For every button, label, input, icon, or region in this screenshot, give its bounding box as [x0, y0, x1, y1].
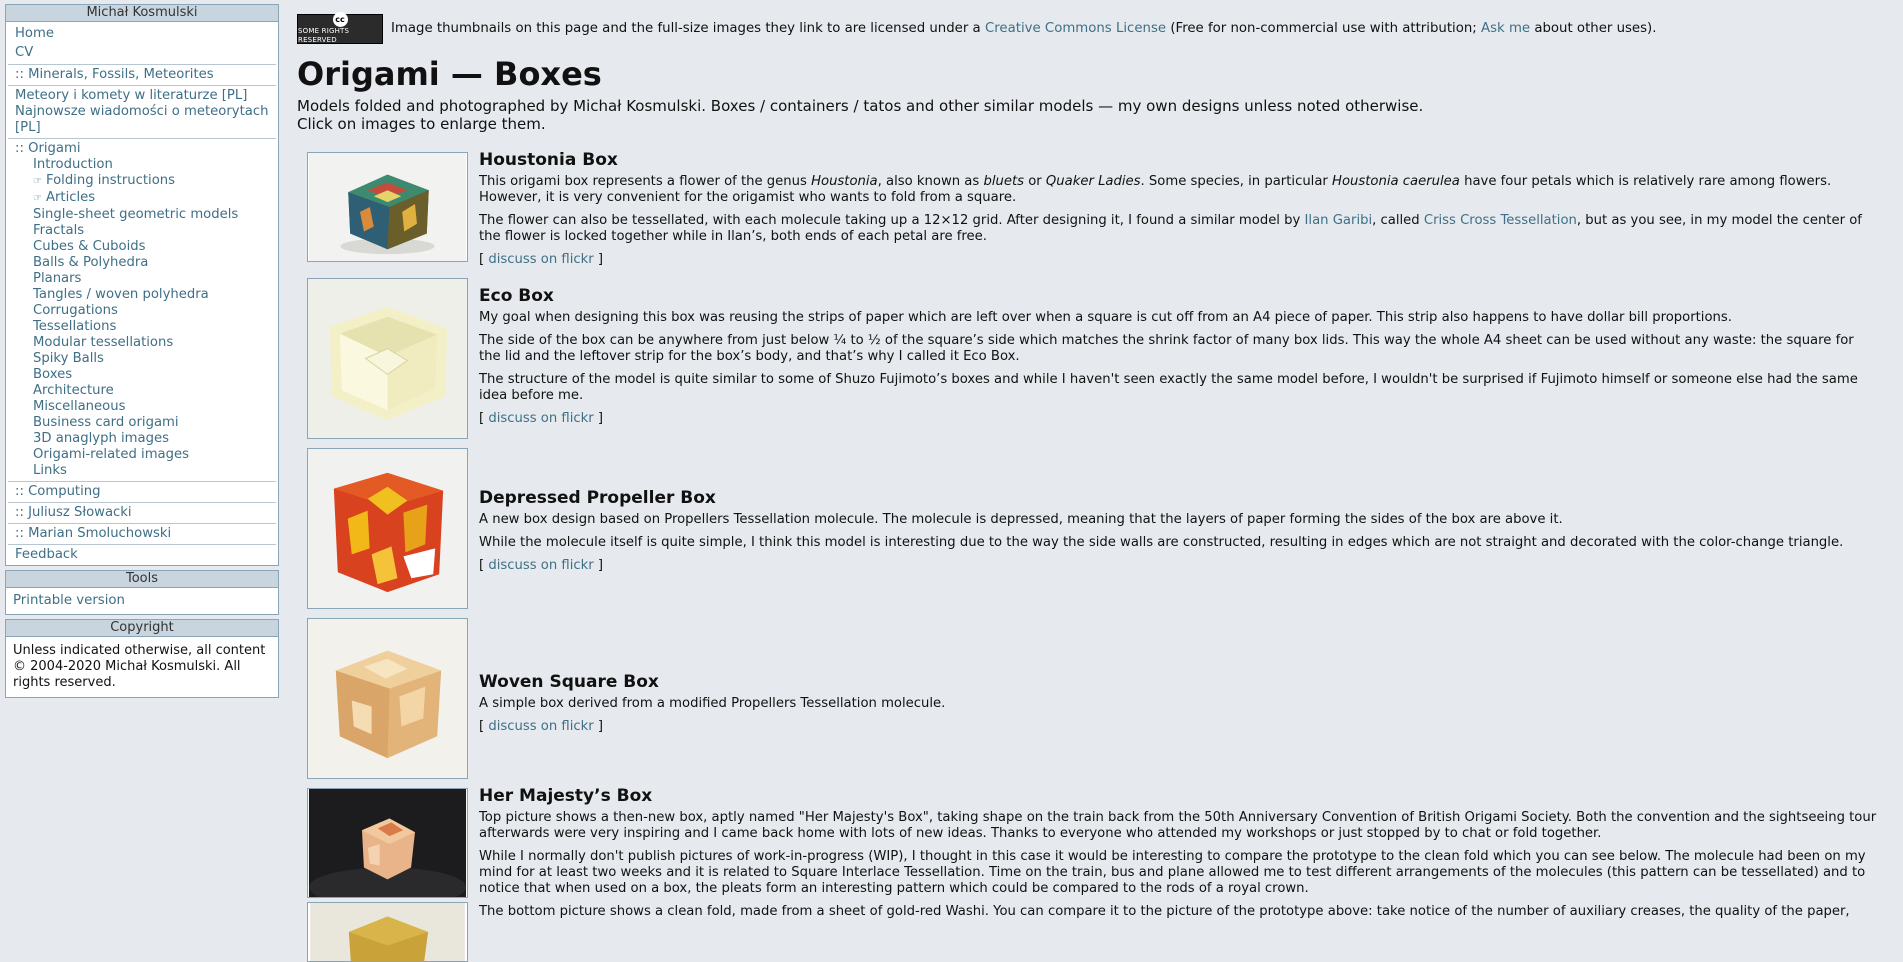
eco-box-paragraph-1: My goal when designing this box was reusing the strips of paper which are left over when a square is cut off from an A4 piece of paper. This strip also happens to have dollar bill proportions.: [479, 310, 1732, 325]
sidebar-item-fractals[interactable]: [8, 223, 276, 239]
sidebar-item-label: :: Computing: [15, 484, 101, 499]
her-majestys-box-paragraph-3: The bottom picture shows a clean fold, made from a sheet of gold-red Washi. You can compare it to the picture of the prototype above: take notice of the number of auxiliary creases, the quality of the paper,: [479, 904, 1850, 919]
woven-square-box-title: Woven Square Box: [479, 672, 659, 692]
discuss-on-flickr-link[interactable]: discuss on flickr: [488, 411, 594, 426]
page-intro: [297, 97, 1877, 133]
sidebar-item-label: Najnowsze wiadomości o meteorytach [PL]: [15, 104, 269, 135]
sidebar-item-business-card-origami[interactable]: [8, 415, 276, 431]
text-segment: have four petals which is relatively rare among flowers. However, it is very convenient for the origamist who wants to fold from a square.: [479, 174, 1832, 205]
italic-text: Houstonia: [811, 174, 878, 189]
bracket: ]: [593, 411, 604, 426]
houstonia-box-title: Houstonia Box: [479, 150, 618, 170]
woven-square-box-paragraph-1: A simple box derived from a modified Propellers Tessellation molecule.: [479, 696, 946, 711]
sidebar-item-label: Origami-related images: [33, 447, 189, 462]
italic-text: Quaker Ladies: [1045, 174, 1141, 189]
her-majestys-box-thumbnail-1[interactable]: [307, 788, 468, 898]
text-segment: The flower can also be tessellated, with each molecule taking up a 12×12 grid. After designing it, I found a similar model by: [479, 213, 1305, 228]
sidebar-item-corrugations[interactable]: [8, 303, 276, 319]
sidebar-item-tangles-woven-polyhedra[interactable]: [8, 287, 276, 303]
depressed-propeller-box-title: Depressed Propeller Box: [479, 488, 716, 508]
sidebar-item-introduction[interactable]: [8, 157, 276, 173]
sidebar-item-juliusz-s-owacki[interactable]: [8, 502, 276, 521]
page-title: Origami — Boxes: [297, 55, 602, 93]
bracket: ]: [593, 252, 604, 267]
text-segment: , but as you see, in my model the center of the flower is locked together while in Ilan’s, both ends of each petal are free.: [479, 213, 1862, 244]
license-pre: Image thumbnails on this page and the full-size images they link to are licensed under a: [391, 21, 985, 36]
italic-text: bluets: [983, 174, 1025, 189]
sidebar-item-label: Cubes & Cuboids: [33, 239, 146, 254]
sidebar-item-3d-anaglyph-images[interactable]: [8, 431, 276, 447]
sidebar-item-boxes[interactable]: [8, 367, 276, 383]
houstonia-box-paragraph-1: [479, 174, 1879, 206]
tools-box: [5, 570, 279, 615]
propeller-discuss: [479, 558, 1879, 574]
sidebar-item-single-sheet-geometric-models[interactable]: [8, 207, 276, 223]
sidebar-item-articles[interactable]: [8, 190, 276, 207]
pointing-hand-icon: ☞: [33, 193, 42, 204]
bracket: ]: [593, 558, 604, 573]
depressed-propeller-box-image: [308, 449, 467, 608]
sidebar-item-label: Fractals: [33, 223, 85, 238]
text-segment: or: [1024, 174, 1046, 189]
cc-license-link[interactable]: Creative Commons License: [984, 21, 1167, 36]
sidebar-item-origami[interactable]: [8, 138, 276, 157]
sidebar-item-label: Folding instructions: [45, 173, 175, 188]
sidebar-item-label: Tangles / woven polyhedra: [33, 287, 209, 302]
sidebar-item-balls-polyhedra[interactable]: [8, 255, 276, 271]
license-text: [391, 21, 1656, 36]
eco-box-text: [479, 286, 1879, 427]
text-segment: , called: [1372, 213, 1424, 228]
sidebar-item-tessellations[interactable]: [8, 319, 276, 335]
cc-license-badge[interactable]: [297, 14, 383, 44]
text-segment: . Some species, in particular: [1140, 174, 1333, 189]
woven-square-box-text: [479, 672, 1879, 735]
inline-link[interactable]: Criss Cross Tessellation: [1423, 213, 1577, 228]
sidebar-item-label: Planars: [33, 271, 82, 286]
sidebar-item-home[interactable]: [8, 26, 276, 42]
houstonia-box-paragraph-2: [479, 213, 1879, 245]
woven-square-box-image: [308, 619, 467, 778]
bracket: [: [479, 252, 489, 267]
pointing-hand-icon: ☞: [33, 176, 42, 187]
bracket: [: [479, 558, 489, 573]
depressed-propeller-box-paragraph-1: A new box design based on Propellers Tessellation molecule. The molecule is depressed, meaning that the layers of paper forming the sides of the box are above it.: [479, 512, 1563, 527]
eco-box-paragraph-2: The side of the box can be anywhere from just below ¼ to ½ of the square’s side which matches the shrink factor of many box lids. This way the whole A4 sheet can be used without any waste: the square for the lid and the leftover strip for the box’s body, and that’s why I called it Eco Box.: [479, 333, 1854, 364]
houstonia-discuss: [479, 252, 1879, 268]
discuss-on-flickr-link[interactable]: discuss on flickr: [488, 719, 594, 734]
houstonia-box-image: [308, 153, 467, 261]
main-content: [297, 12, 1877, 919]
copyright-text: Unless indicated otherwise, all content © 2004-2020 Michał Kosmulski. All rights reserved.: [13, 643, 266, 690]
sidebar-item-label: Architecture: [33, 383, 114, 398]
bracket: ]: [593, 719, 604, 734]
license-post: about other uses).: [1530, 21, 1657, 36]
sidebar-item-cubes-cuboids[interactable]: [8, 239, 276, 255]
discuss-on-flickr-link[interactable]: discuss on flickr: [488, 252, 594, 267]
eco-box-thumbnail[interactable]: [307, 278, 468, 439]
sidebar-item-label: Tessellations: [33, 319, 117, 334]
text-segment: , also known as: [877, 174, 984, 189]
sidebar-item-label: Single-sheet geometric models: [33, 207, 239, 222]
sidebar-item-label: Balls & Polyhedra: [33, 255, 149, 270]
sidebar-item-label: :: Minerals, Fossils, Meteorites: [15, 67, 214, 82]
bracket: [: [479, 411, 489, 426]
sidebar-item-label: Boxes: [33, 367, 73, 382]
sidebar-item-label: Introduction: [33, 157, 113, 172]
her-majestys-box-clean-image: [308, 903, 467, 961]
sidebar-item-marian-smoluchowski[interactable]: [8, 523, 276, 542]
ask-me-link[interactable]: Ask me: [1481, 21, 1531, 36]
her-majestys-box-paragraph-1: Top picture shows a then-new box, aptly named "Her Majesty's Box", taking shape on the train back from the 50th Anniversary Convention of British Origami Society. Both the convention and the sightseeing tour afterwards were very inspiring and I came back home with lots of new ideas. Thanks to everyone who attended my workshops or just stopped by to chat or fold together.: [479, 810, 1877, 841]
copyright-box: [5, 619, 279, 698]
intro-line-1: Models folded and photographed by Michał Kosmulski. Boxes / containers / tatos and other similar models — my own designs unless noted otherwise.: [297, 97, 1424, 115]
sidebar-item-origami-related-images[interactable]: [8, 447, 276, 463]
copyright-header: Copyright: [6, 620, 278, 637]
sidebar-item-cv[interactable]: [8, 45, 276, 61]
eco-box-paragraph-3: The structure of the model is quite similar to some of Shuzo Fujimoto’s boxes and while I haven't seen exactly the same model before, I wouldn't be surprised if Fujimoto himself or someone else had the same idea before me.: [479, 372, 1858, 403]
sidebar-item-minerals-fossils-meteorites[interactable]: [8, 64, 276, 83]
depressed-propeller-box-text: [479, 488, 1879, 574]
her-majestys-box-text: [479, 786, 1879, 927]
bracket: [: [479, 719, 489, 734]
license-mid: (Free for non-commercial use with attribution;: [1166, 21, 1482, 36]
houstonia-box-thumbnail[interactable]: [307, 152, 468, 262]
sidebar-item-najnowsze-wiadomo-ci-o-meteorytach-pl[interactable]: [8, 104, 276, 136]
sidebar-nav-box: [5, 4, 279, 566]
sidebar-item-label: Corrugations: [33, 303, 118, 318]
sidebar-item-label: CV: [15, 45, 34, 60]
sidebar-item-spiky-balls[interactable]: [8, 351, 276, 367]
her-majestys-box-thumbnail-2[interactable]: [307, 902, 468, 962]
sidebar-item-links[interactable]: [8, 463, 276, 479]
sidebar-header: Michał Kosmulski: [6, 5, 278, 22]
eco-box-title: Eco Box: [479, 286, 554, 306]
sidebar-item-label: Home: [15, 26, 54, 41]
sidebar-item-folding-instructions[interactable]: [8, 173, 276, 190]
sidebar-item-label: Meteory i komety w literaturze [PL]: [15, 88, 248, 103]
sidebar-item-planars[interactable]: [8, 271, 276, 287]
sidebar-item-label: Articles: [45, 190, 96, 205]
italic-text: Houstonia caerulea: [1332, 174, 1460, 189]
cc-badge-text: SOME RIGHTS RESERVED: [298, 27, 350, 44]
her-majestys-box-title: Her Majesty’s Box: [479, 786, 653, 806]
houstonia-box-text: [479, 150, 1879, 268]
sidebar-item-feedback[interactable]: [8, 544, 276, 563]
sidebar-item-label: :: Origami: [15, 141, 81, 156]
discuss-on-flickr-link[interactable]: discuss on flickr: [488, 558, 594, 573]
tools-header: Tools: [6, 571, 278, 588]
sidebar-item-label: :: Marian Smoluchowski: [15, 526, 172, 541]
printable-version-link[interactable]: Printable version: [13, 593, 125, 608]
sidebar-item-label: Spiky Balls: [33, 351, 104, 366]
woven-discuss: [479, 719, 1879, 735]
inline-link[interactable]: Ilan Garibi: [1304, 213, 1373, 228]
sidebar-item-label: 3D anaglyph images: [33, 431, 169, 446]
license-notice: [297, 12, 1877, 45]
eco-box-image: [308, 279, 467, 438]
her-majestys-box-paragraph-2: While I normally don't publish pictures of work-in-progress (WIP), I thought in this case it would be interesting to compare the prototype to the clean fold which you can see below. The molecule had been on my mind for at least two weeks and it is related to Square Interlace Tessellation. Time on the train, bus and plane allowed me to test different arrangements of the molecules (this pattern can be tessellated) and to notice that when used on a box, the pleats form an interesting pattern which could be compared to the rods of a royal crown.: [479, 849, 1866, 896]
cc-icon: cc: [333, 12, 348, 27]
sidebar-item-label: Links: [33, 463, 67, 478]
sidebar-item-label: :: Juliusz Słowacki: [15, 505, 132, 520]
sidebar-item-label: Feedback: [15, 547, 78, 562]
text-segment: This origami box represents a flower of the genus: [479, 174, 812, 189]
sidebar-item-meteory-i-komety-w-literaturze-pl[interactable]: [8, 85, 276, 104]
sidebar-item-label: Business card origami: [33, 415, 179, 430]
sidebar-item-label: Miscellaneous: [33, 399, 126, 414]
eco-discuss: [479, 411, 1879, 427]
depressed-propeller-box-thumbnail[interactable]: [307, 448, 468, 609]
sidebar-item-architecture[interactable]: [8, 383, 276, 399]
sidebar-item-modular-tessellations[interactable]: [8, 335, 276, 351]
intro-line-2: Click on images to enlarge them.: [297, 115, 546, 133]
sidebar-item-miscellaneous[interactable]: [8, 399, 276, 415]
sidebar: [5, 4, 279, 702]
sidebar-item-label: Modular tessellations: [33, 335, 174, 350]
sidebar-nav: [6, 22, 278, 565]
her-majestys-box-wip-image: [308, 789, 467, 897]
depressed-propeller-box-paragraph-2: While the molecule itself is quite simple, I think this model is interesting due to the way the side walls are constructed, resulting in edges which are not straight and decorated with the color-change triangle.: [479, 535, 1844, 550]
sidebar-item-computing[interactable]: [8, 481, 276, 500]
woven-square-box-thumbnail[interactable]: [307, 618, 468, 779]
